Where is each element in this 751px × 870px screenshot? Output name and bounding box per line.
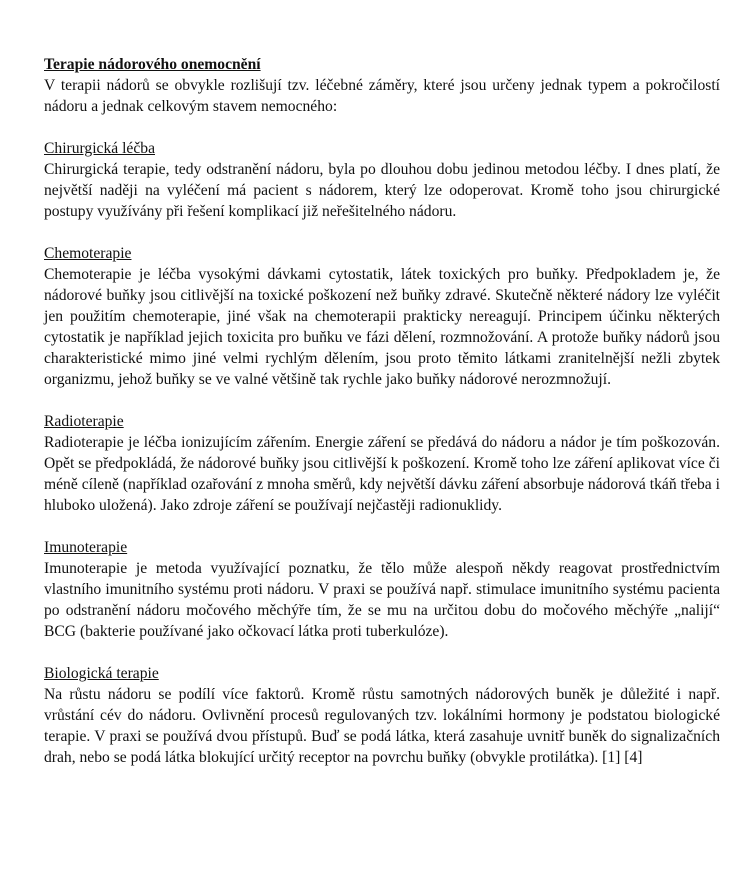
- section-radioterapie: [44, 411, 720, 516]
- section-body: Chirurgická terapie, tedy odstranění nádoru, byla po dlouhou dobu jedinou metodou léčby. I dnes platí, že největší naději na vyléčení má pacient s nádorem, který lze odoperovat. Kromě toho jsou chirurgické postupy využívány při řešení komplikací již neřešitelného nádoru.: [44, 161, 720, 220]
- section-chirurgicka-lecba: [44, 138, 720, 222]
- section-biologicka-terapie: [44, 663, 720, 768]
- section-imunoterapie: [44, 537, 720, 642]
- document-page: [44, 54, 720, 768]
- section-heading: Chemoterapie: [44, 245, 132, 262]
- section-heading: Biologická terapie: [44, 665, 159, 682]
- section-heading: Radioterapie: [44, 413, 124, 430]
- document-title: Terapie nádorového onemocnění: [44, 56, 261, 73]
- section-heading: Imunoterapie: [44, 539, 128, 556]
- section-body: Na růstu nádoru se podílí více faktorů. Kromě růstu samotných nádorových buněk je důležité i např. vrůstání cév do nádoru. Ovlivnění procesů regulovaných tzv. lokálními hormony je podstatou biologické terapie. V praxi se používá dvou přístupů. Buď se podá látka, která zasahuje uvnitř buněk do signalizačních drah, nebo se podá látka blokující určitý receptor na povrchu buňky (obvykle protilátka). [1] [4]: [44, 686, 720, 766]
- section-chemoterapie: [44, 243, 720, 390]
- section-heading: Chirurgická léčba: [44, 140, 155, 157]
- section-body: Imunoterapie je metoda využívající poznatku, že tělo může alespoň někdy reagovat prostřednictvím vlastního imunitního systému proti nádoru. V praxi se používá např. stimulace imunitního systému pacienta po odstranění nádoru močového měchýře tím, že se mu na určitou dobu do močového měchýře „nalijí“ BCG (bakterie používané jako očkovací látka proti tuberkulóze).: [44, 560, 720, 640]
- intro-paragraph: V terapii nádorů se obvykle rozlišují tzv. léčebné záměry, které jsou určeny jednak typem a pokročilostí nádoru a jednak celkovým stavem nemocného:: [44, 77, 720, 115]
- section-body: Chemoterapie je léčba vysokými dávkami cytostatik, látek toxických pro buňky. Předpokladem je, že nádorové buňky jsou citlivější na toxické poškození než buňky zdravé. Skutečně některé nádory lze vyléčit jen použitím chemoterapie, jiné však na chemoterapii prakticky nereagují. Principem účinku některých cytostatik je například jejich toxicita pro buňku ve fázi dělení, rozmnožování. A protože buňky nádorů jsou charakteristické mimo jiné velmi rychlým dělením, jsou proto těmito látkami zranitelnější nežli zbytek organizmu, jehož buňky se ve valné většině tak rychle jako buňky nádorové nerozmnožují.: [44, 266, 720, 388]
- section-body: Radioterapie je léčba ionizujícím zářením. Energie záření se předává do nádoru a nádor je tím poškozován. Opět se předpokládá, že nádorové buňky jsou citlivější k poškození. Kromě toho lze záření aplikovat více či méně cíleně (například ozařování z mnoha směrů, kdy největší dávku záření absorbuje nádorová tkáň třeba i hluboko uložená). Jako zdroje záření se používají nejčastěji radionuklidy.: [44, 434, 720, 514]
